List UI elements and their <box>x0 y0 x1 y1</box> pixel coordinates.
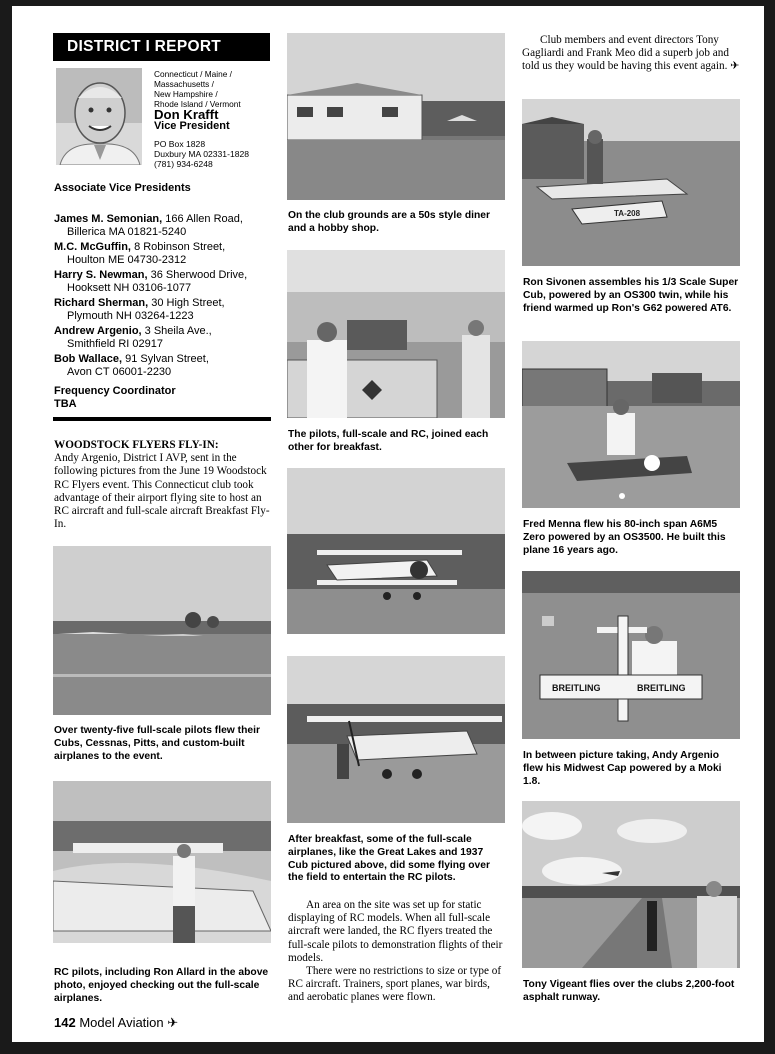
address-line: Duxbury MA 02331-1828 <box>154 149 250 159</box>
caption-runway: Tony Vigeant flies over the clubs 2,200-foot asphalt runway. <box>523 979 735 1003</box>
vp-address <box>154 139 249 169</box>
freq-value: TBA <box>54 398 77 410</box>
avp-street: 36 Sherwood Drive, <box>150 269 248 281</box>
diner-photo <box>287 33 505 200</box>
avp-name: Richard Sherman, <box>54 297 149 309</box>
avp-name: James M. Semonian, <box>54 213 163 225</box>
runway-flyover-photo <box>522 801 740 968</box>
avp-entry <box>54 353 274 379</box>
caption-cap: In between picture taking, Andy Argenio flew his Midwest Cap powered by a Moki 1.8. <box>523 750 722 787</box>
state-line: Connecticut / Maine / <box>154 69 232 79</box>
avp-entry <box>54 325 274 351</box>
caption-super-cub: Ron Sivonen assembles his 1/3 Scale Super Cub, powered by an OS300 twin, while his friend warmed up Ron's G62 powered AT6. <box>523 277 739 314</box>
page-footer <box>54 1015 178 1031</box>
state-line: Massachusetts / <box>154 79 214 89</box>
article-paragraph: An area on the site was set up for static displaying of RC models. When all full-scale aircraft were landed, the RC flyers treated the full-scale pilots to demonstration flights of their models. <box>288 899 503 964</box>
avp-name: M.C. McGuffin, <box>54 241 131 253</box>
cub-photo <box>287 656 505 823</box>
avp-list <box>54 213 274 381</box>
zero-photo <box>522 341 740 508</box>
article-paragraph: There were no restrictions to size or type of RC aircraft. Trainers, sport planes, war birds, and aerobatic planes were flown. <box>288 965 502 1004</box>
article-middle-text <box>288 899 506 1005</box>
caption-rc-pilots: RC pilots, including Ron Allard in the above photo, enjoyed checking out the full-scale airplanes. <box>54 967 269 1004</box>
avp-entry <box>54 269 274 295</box>
article-intro-text: Andy Argenio, District I AVP, sent in the following pictures from the June 19 Woodstock RC Flyers event. This Connecticut club took advantage of their airport flying site to host an RC aircraft and full-scale aircraft Breakfast Fly-In. <box>54 452 270 531</box>
avp-city: Plymouth NH 03264-1223 <box>67 310 194 322</box>
airfield-photo <box>53 546 271 715</box>
avp-city: Hooksett NH 03106-1077 <box>67 282 192 294</box>
avp-street: 91 Sylvan Street, <box>125 353 209 365</box>
state-line: Rhode Island / Vermont <box>154 99 241 109</box>
wing-logo-left: BREITLING <box>552 683 601 693</box>
avp-entry <box>54 241 274 267</box>
super-cub-photo <box>522 99 740 266</box>
avp-city: Houlton ME 04730-2312 <box>67 254 187 266</box>
rc-pilots-photo <box>53 781 271 943</box>
address-line: (781) 934-6248 <box>154 159 213 169</box>
avp-city: Billerica MA 01821-5240 <box>67 226 187 238</box>
vp-portrait-photo <box>56 68 142 165</box>
magazine-name: Model Aviation ✈ <box>79 1015 179 1030</box>
zero-tail-marking: TA-208 <box>614 209 641 218</box>
caption-diner: On the club grounds are a 50s style diner and a hobby shop. <box>288 210 490 234</box>
frequency-coordinator <box>54 385 176 411</box>
avp-street: 166 Allen Road, <box>165 213 243 225</box>
district-report-banner: DISTRICT I REPORT <box>53 33 270 61</box>
article-closing: Club members and event directors Tony Gagliardi and Frank Meo did a superb job and told us they would be having this event again. ✈ <box>522 34 740 73</box>
district-states <box>154 69 241 109</box>
section-rule <box>53 417 271 421</box>
vp-name: Don Krafft <box>154 107 219 122</box>
avp-name: Harry S. Newman, <box>54 269 148 281</box>
great-lakes-photo <box>287 468 505 634</box>
avp-city: Avon CT 06001-2230 <box>67 366 172 378</box>
avp-name: Bob Wallace, <box>54 353 123 365</box>
avp-street: 3 Sheila Ave., <box>144 325 212 337</box>
avp-entry <box>54 213 274 239</box>
magazine-page <box>12 6 764 1042</box>
freq-title: Frequency Coordinator <box>54 385 176 397</box>
address-line: PO Box 1828 <box>154 139 206 149</box>
avp-city: Smithfield RI 02917 <box>67 338 163 350</box>
state-line: New Hampshire / <box>154 89 218 99</box>
vp-title: Vice President <box>154 120 230 132</box>
cap-aerobatic-photo <box>522 571 740 739</box>
caption-cub: After breakfast, some of the full-scale airplanes, like the Great Lakes and 1937 Cub pictured above, did some flying over the field to entertain the RC pilots. <box>288 834 490 884</box>
breakfast-photo <box>287 250 505 418</box>
avp-street: 8 Robinson Street, <box>134 241 226 253</box>
avp-entry <box>54 297 274 323</box>
article-intro <box>54 439 272 531</box>
avp-section-title: Associate Vice Presidents <box>54 182 191 194</box>
article-heading: WOODSTOCK FLYERS FLY-IN: <box>54 439 219 451</box>
wing-logo-right: BREITLING <box>637 683 686 693</box>
caption-airfield: Over twenty-five full-scale pilots flew their Cubs, Cessnas, Pitts, and custom-built airplanes to the event. <box>54 725 260 762</box>
page-number: 142 <box>54 1015 76 1030</box>
avp-street: 30 High Street, <box>151 297 225 309</box>
caption-zero: Fred Menna flew his 80-inch span A6M5 Zero powered by an OS3500. He built this plane 16 years ago. <box>523 519 726 556</box>
caption-breakfast: The pilots, full-scale and RC, joined each other for breakfast. <box>288 429 489 453</box>
avp-name: Andrew Argenio, <box>54 325 142 337</box>
